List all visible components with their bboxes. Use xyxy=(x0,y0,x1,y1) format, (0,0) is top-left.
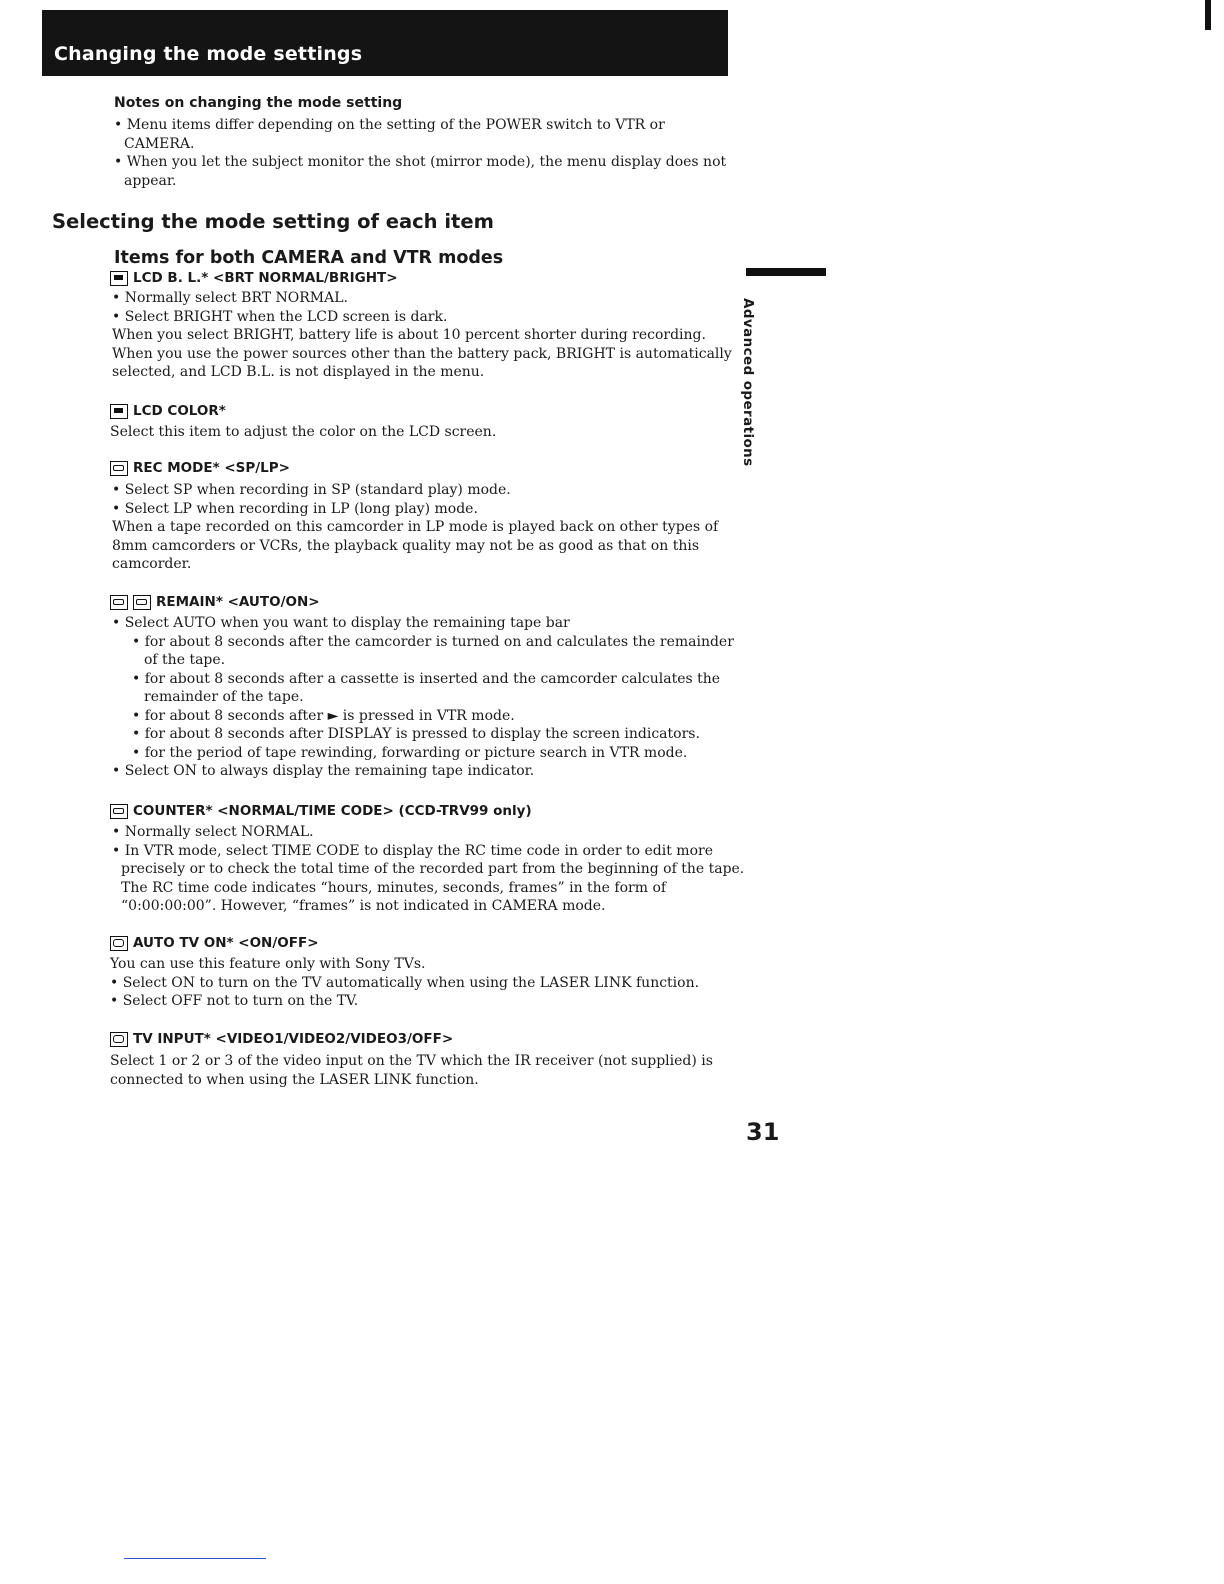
text-line: precisely or to check the total time of the recorded part from the beginning of the tape. xyxy=(121,861,745,877)
notes-line: appear. xyxy=(124,172,177,189)
tape-icon xyxy=(133,595,151,610)
item-label: AUTO TV ON* <ON/OFF> xyxy=(133,935,319,951)
item-tv-input-text xyxy=(110,1052,713,1089)
banner-title: Changing the mode settings xyxy=(54,43,363,65)
item-counter-text xyxy=(112,823,744,916)
text-line: • Select LP when recording in LP (long play) mode. xyxy=(112,500,478,517)
text-line: remainder of the tape. xyxy=(144,689,304,705)
text-line: • for about 8 seconds after a cassette is inserted and the camcorder calculates the xyxy=(132,670,721,687)
item-label: REMAIN* <AUTO/ON> xyxy=(156,594,320,610)
text-line: • Normally select BRT NORMAL. xyxy=(112,290,348,306)
item-lcd-bl-text xyxy=(112,289,732,382)
text-line: You can use this feature only with Sony TVs. xyxy=(110,956,426,972)
item-rec-mode-heading xyxy=(110,460,290,476)
notes-heading: Notes on changing the mode setting xyxy=(114,95,403,111)
text-line: • Normally select NORMAL. xyxy=(112,824,314,840)
tv-icon xyxy=(110,936,128,951)
lcd-icon xyxy=(110,271,128,286)
page-number: 31 xyxy=(746,1118,780,1146)
text-line: • Select BRIGHT when the LCD screen is dark. xyxy=(112,308,448,325)
text-line: Select this item to adjust the color on the LCD screen. xyxy=(110,424,497,440)
corner-mark xyxy=(1205,0,1211,30)
item-counter-heading xyxy=(110,803,532,819)
bottom-rule xyxy=(124,1558,266,1559)
lcd-icon xyxy=(110,404,128,419)
notes-line: • When you let the subject monitor the shot (mirror mode), the menu display does not xyxy=(114,154,727,170)
text-line: The RC time code indicates “hours, minutes, seconds, frames” in the form of xyxy=(121,879,667,896)
text-line: of the tape. xyxy=(144,652,226,668)
section-title: Selecting the mode setting of each item xyxy=(52,210,494,233)
tape-icon xyxy=(110,804,128,819)
item-remain-heading xyxy=(110,594,320,610)
tape-icon xyxy=(110,595,128,610)
text-line: When you select BRIGHT, battery life is about 10 percent shorter during recording. xyxy=(112,327,706,343)
item-label: LCD COLOR* xyxy=(133,403,226,419)
text-line: When a tape recorded on this camcorder in LP mode is played back on other types of xyxy=(112,519,719,535)
item-label: REC MODE* <SP/LP> xyxy=(133,460,290,476)
text-line: • for the period of tape rewinding, forwarding or picture search in VTR mode. xyxy=(132,744,688,761)
item-auto-tv-text xyxy=(110,955,699,1011)
item-label: TV INPUT* <VIDEO1/VIDEO2/VIDEO3/OFF> xyxy=(133,1031,454,1047)
item-label: COUNTER* <NORMAL/TIME CODE> (CCD-TRV99 only) xyxy=(133,803,532,819)
text-line: • for about 8 seconds after DISPLAY is pressed to display the screen indicators. xyxy=(132,726,700,742)
section-banner xyxy=(42,10,728,76)
text-line: “0:00:00:00”. However, “frames” is not indicated in CAMERA mode. xyxy=(121,898,606,914)
text-line: • Select SP when recording in SP (standard play) mode. xyxy=(112,482,511,498)
text-line: • Select ON to always display the remaining tape indicator. xyxy=(112,763,535,779)
text-line: camcorder. xyxy=(112,556,192,572)
notes-line: • Menu items differ depending on the setting of the POWER switch to VTR or xyxy=(114,117,665,133)
text-line: • Select AUTO when you want to display the remaining tape bar xyxy=(112,615,570,631)
item-tv-input-heading xyxy=(110,1031,453,1047)
text-line: connected to when using the LASER LINK function. xyxy=(110,1071,479,1088)
text-line: When you use the power sources other than the battery pack, BRIGHT is automatically xyxy=(112,345,732,362)
side-tab-label: Advanced operations xyxy=(740,298,756,467)
text-line: • for about 8 seconds after ► is pressed in VTR mode. xyxy=(132,707,515,724)
side-tab-bar xyxy=(746,268,826,276)
item-label: LCD B. L.* <BRT NORMAL/BRIGHT> xyxy=(133,270,398,286)
notes-text xyxy=(114,116,726,190)
item-lcd-color-heading xyxy=(110,403,226,419)
text-line: • Select ON to turn on the TV automatically when using the LASER LINK function. xyxy=(110,974,700,991)
item-lcd-color-text xyxy=(110,423,496,442)
text-line: • Select OFF not to turn on the TV. xyxy=(110,993,359,1009)
notes-line: CAMERA. xyxy=(124,135,195,152)
item-rec-mode-text xyxy=(112,481,718,574)
text-line: • for about 8 seconds after the camcorder is turned on and calculates the remainder xyxy=(132,633,734,650)
item-auto-tv-heading xyxy=(110,935,319,951)
tape-icon xyxy=(110,461,128,476)
text-line: Select 1 or 2 or 3 of the video input on the TV which the IR receiver (not supplied) is xyxy=(110,1053,713,1069)
item-remain-text xyxy=(112,614,734,781)
text-line: • In VTR mode, select TIME CODE to display the RC time code in order to edit more xyxy=(112,842,713,859)
item-lcd-bl-heading xyxy=(110,270,398,286)
text-line: 8mm camcorders or VCRs, the playback quality may not be as good as that on this xyxy=(112,537,700,554)
text-line: selected, and LCD B.L. is not displayed in the menu. xyxy=(112,364,485,380)
section-subtitle: Items for both CAMERA and VTR modes xyxy=(114,248,504,268)
tv-icon xyxy=(110,1032,128,1047)
